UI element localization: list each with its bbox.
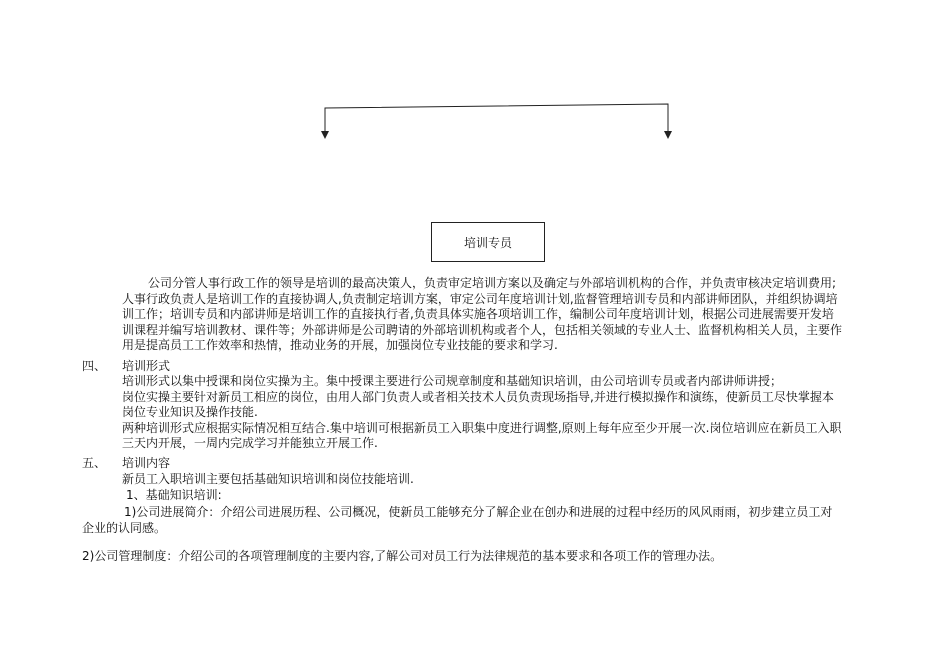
intro-paragraph [122,276,842,354]
arrow-left-icon [321,131,329,139]
section-number: 四、 [82,359,107,373]
intro-line: 训工作；培训专员和内部讲师是培训工作的直接执行者,负责具体实施各项培训工作，编制公司年度培训计划，根据公司进展需要开发培 [122,307,834,321]
subsection-title: 1、基础知识培训: [126,488,222,502]
org-box-training-specialist [431,222,545,262]
subsection-1-item-2 [82,549,722,565]
subsection-1-title [126,488,222,504]
intro-line: 用是提高员工工作效率和热情，推动业务的开展，加强岗位专业技能的要求和学习. [122,338,558,352]
org-box-label: 培训专员 [463,235,512,250]
item-line: 企业的认同感。 [82,520,167,535]
section-number: 五、 [82,456,107,470]
subsection-1-item-1 [82,505,833,536]
connector-line [325,104,668,138]
intro-line: 训课程并编写培训教材、课件等；外部讲师是公司聘请的外部培训机构或者个人，包括相关领域的专业人士、监督机构相关人员，主要作 [122,322,843,337]
intro-line: 人事行政负责人是培训工作的直接协调人,负责制定培训方案，审定公司年度培训计划,监督管理培训专员和内部讲师团队，并组织协调培 [122,291,838,306]
arrow-right-icon [664,131,672,139]
body-line: 岗位实操主要针对新员工相应的岗位，由用人部门负责人或者相关技术人员负责现场指导,并进行模拟操作和演练，使新员工尽快掌握本 [122,389,834,404]
body-line: 岗位专业知识及操作技能. [122,405,258,419]
body-line: 培训形式以集中授课和岗位实操为主。集中授课主要进行公司规章制度和基础知识培训，由公司培训专员或者内部讲师讲授； [122,374,783,388]
item-line: 2)公司管理制度：介绍公司的各项管理制度的主要内容,了解公司对员工行为法律规范的基本要求和各项工作的管理办法。 [82,549,723,563]
section-4-body [122,374,841,452]
intro-line: 公司分管人事行政工作的领导是培训的最高决策人，负责审定培训方案以及确定与外部培训机构的合作，并负责审核决定培训费用; [148,276,837,290]
body-line: 两种培训形式应根据实际情况相互结合.集中培训可根据新员工入职集中度进行调整,原则上每年应至少开展一次.岗位培训应在新员工入职 [122,420,842,435]
section-title: 培训内容 [122,456,171,470]
body-line: 三天内开展，一周内完成学习并能独立开展工作. [122,436,378,450]
item-line: 1)公司进展简介：介绍公司进展历程、公司概况，使新员工能够充分了解企业在创办和进展的过程中经历的风风雨雨，初步建立员工对 [124,505,833,519]
section-5-intro [122,472,414,488]
body-line: 新员工入职培训主要包括基础知识培训和岗位技能培训. [122,472,414,486]
section-title: 培训形式 [122,359,171,373]
